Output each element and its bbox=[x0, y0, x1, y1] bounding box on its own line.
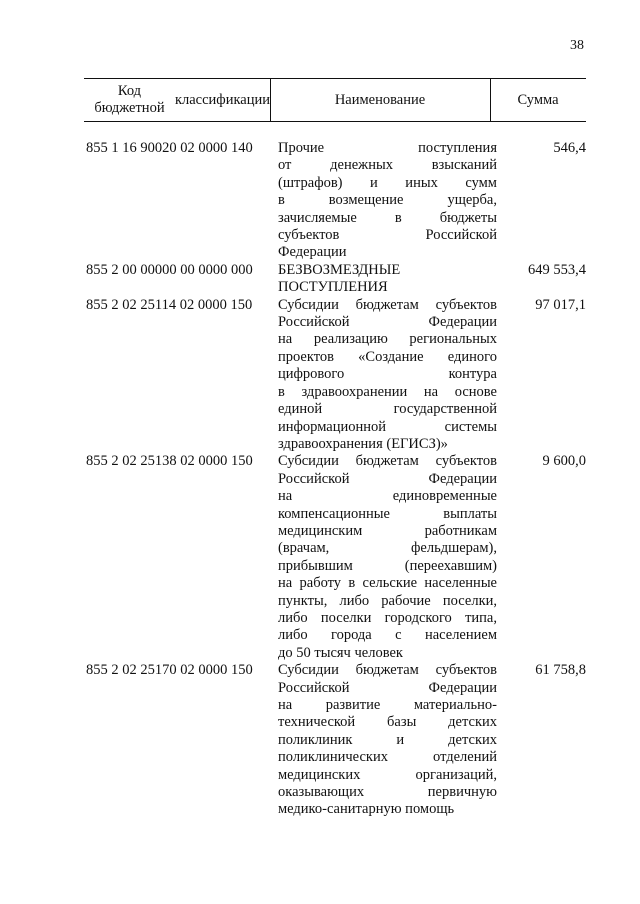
table-body bbox=[86, 140, 586, 819]
header-code-column: Код бюджетной классификации bbox=[84, 79, 271, 121]
header-name-column: Наименование bbox=[270, 79, 491, 121]
table-row bbox=[86, 662, 586, 819]
name-line: информационной системы bbox=[278, 418, 497, 435]
name-line: субъектов Российской bbox=[278, 227, 497, 244]
name-line: Субсидии бюджетам субъектов bbox=[278, 453, 497, 470]
name-line: на реализацию региональных bbox=[278, 331, 497, 348]
name-line: медико-санитарную помощь bbox=[278, 801, 455, 818]
name-line: единой государственной bbox=[278, 401, 497, 418]
table-row bbox=[86, 140, 586, 262]
name-line: медицинским работникам bbox=[278, 522, 497, 539]
name-line: либо поселки городского типа, bbox=[278, 609, 497, 626]
name-cell bbox=[278, 453, 497, 662]
name-line: проектов «Создание единого bbox=[278, 348, 497, 365]
table-row bbox=[86, 297, 586, 454]
name-line: технической базы детских bbox=[278, 714, 497, 731]
page-number: 38 bbox=[570, 38, 584, 53]
name-line: пункты, либо рабочие поселки, bbox=[278, 592, 497, 609]
name-line: на развитие материально- bbox=[278, 697, 497, 713]
name-line: (врачам, фельдшерам), bbox=[278, 540, 497, 557]
name-line: ПОСТУПЛЕНИЯ bbox=[278, 279, 388, 296]
name-line: на единовременные bbox=[278, 488, 497, 505]
budget-code-cell: 855 1 16 90020 02 0000 140 bbox=[86, 140, 253, 156]
sum-cell: 546,4 bbox=[553, 140, 586, 156]
name-line: Российской Федерации bbox=[278, 470, 497, 487]
table-header bbox=[84, 78, 586, 122]
name-line: Субсидии бюджетам субъектов bbox=[278, 662, 497, 679]
budget-code-cell: 855 2 00 00000 00 0000 000 bbox=[86, 261, 253, 278]
name-line: на работу в сельские населенные bbox=[278, 575, 497, 592]
name-cell bbox=[278, 140, 497, 262]
budget-code-cell: 855 2 02 25114 02 0000 150 bbox=[86, 296, 253, 313]
name-line: в возмещение ущерба, bbox=[278, 192, 497, 209]
name-line: компенсационные выплаты bbox=[278, 505, 497, 522]
name-line: до 50 тысяч человек bbox=[278, 644, 403, 661]
name-line: (штрафов) и иных сумм bbox=[278, 174, 497, 191]
name-cell bbox=[278, 662, 497, 819]
name-line: от денежных взысканий bbox=[278, 157, 497, 174]
name-line: здравоохранения (ЕГИСЗ)» bbox=[278, 435, 448, 452]
name-cell bbox=[278, 262, 497, 297]
name-cell bbox=[278, 297, 497, 454]
name-line: медицинских организаций, bbox=[278, 766, 497, 783]
name-line: прибывшим (переехавшим) bbox=[278, 557, 497, 574]
sum-cell: 61 758,8 bbox=[535, 662, 586, 679]
name-line: Российской Федерации bbox=[278, 679, 497, 696]
name-line: поликлинических отделений bbox=[278, 749, 497, 766]
header-sum-column: Сумма bbox=[517, 91, 559, 108]
name-line: Федерации bbox=[278, 244, 347, 261]
name-line: в здравоохранении на основе bbox=[278, 383, 497, 400]
sum-cell: 9 600,0 bbox=[542, 453, 586, 470]
name-line: зачисляемые в бюджеты bbox=[278, 209, 497, 226]
sum-cell: 649 553,4 bbox=[528, 261, 586, 278]
sum-cell: 97 017,1 bbox=[535, 296, 586, 313]
name-line: цифрового контура bbox=[278, 366, 497, 383]
name-line: поликлиник и детских bbox=[278, 731, 497, 748]
name-line: либо города с населением bbox=[278, 627, 497, 644]
table-row bbox=[86, 262, 586, 297]
budget-code-cell: 855 2 02 25170 02 0000 150 bbox=[86, 662, 253, 679]
name-line: Субсидии бюджетам субъектов bbox=[278, 296, 497, 313]
table-row bbox=[86, 453, 586, 662]
name-line: Российской Федерации bbox=[278, 314, 497, 331]
budget-code-cell: 855 2 02 25138 02 0000 150 bbox=[86, 453, 253, 470]
name-line: оказывающих первичную bbox=[278, 784, 497, 801]
name-line: БЕЗВОЗМЕЗДНЫЕ bbox=[278, 261, 401, 278]
name-line: Прочие поступления bbox=[278, 140, 497, 156]
